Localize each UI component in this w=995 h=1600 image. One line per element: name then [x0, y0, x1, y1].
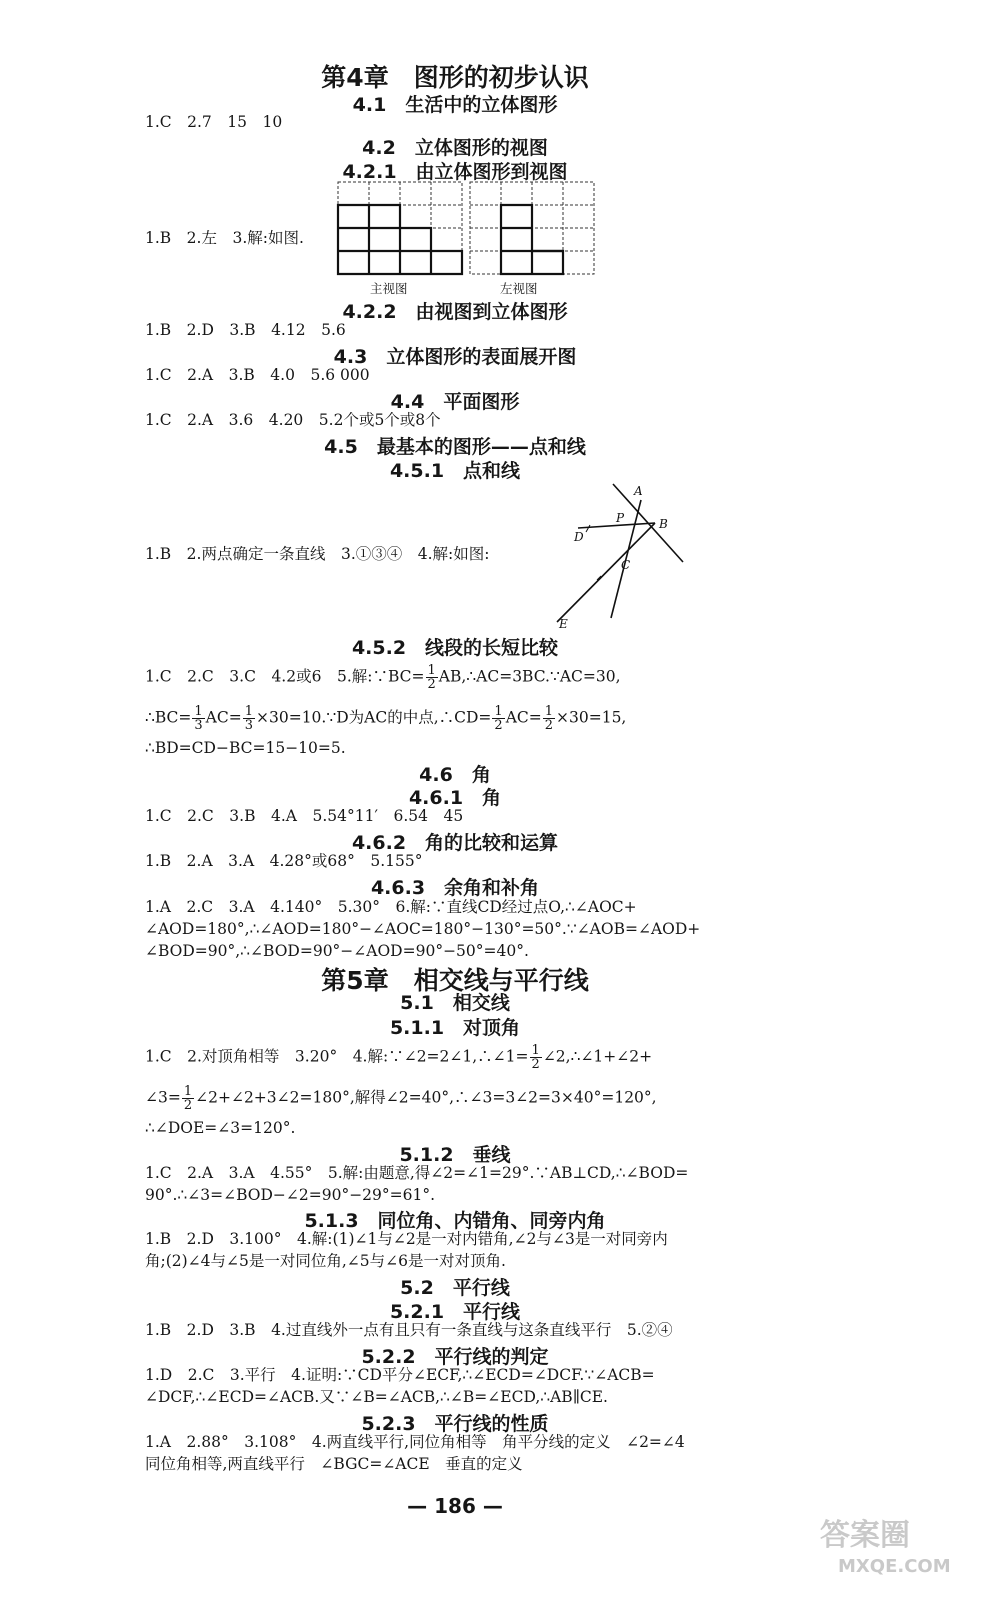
answers-4-2-2: 1.B 2.D 3.B 4.12 5.6 — [145, 321, 346, 339]
section-5-2-title: 5.2 平行线 — [400, 1277, 510, 1299]
point-d-label: D — [574, 530, 584, 544]
answers-4-5-2-line-3: ∴BD=CD−BC=15−10=5. — [145, 739, 346, 757]
fraction-half — [492, 705, 504, 732]
section-4-6-2-title: 4.6.2 角的比较和运算 — [351, 832, 559, 854]
left-view-diagram — [468, 180, 596, 276]
chapter-4-title: 第4章 图形的初步认识 — [321, 63, 589, 92]
text: ×30=15, — [556, 708, 627, 727]
answers-5-2-3-line-1: 1.A 2.88° 3.108° 4.两直线平行,同位角相等 角平分线的定义 ∠2=∠4 — [145, 1433, 685, 1451]
answers-5-1-2-line-1: 1.C 2.A 3.A 4.55° 5.解:由题意,得∠2=∠1=29°.∵AB⊥CD,∴∠BOD= — [145, 1164, 689, 1182]
left-view-label: 左视图 — [500, 281, 538, 296]
front-view-label: 主视图 — [370, 281, 408, 296]
section-4-5-2-title: 4.5.2 线段的长短比较 — [351, 637, 559, 659]
answers-5-1-3-line-2: 角;(2)∠4与∠5是一对同位角,∠5与∠6是一对对顶角. — [145, 1252, 506, 1270]
answers-4-6-3-line-1: 1.A 2.C 3.A 4.140° 5.30° 6.解:∵直线CD经过点O,∴∠AOC+ — [145, 898, 637, 916]
answers-5-2-3-line-2: 同位角相等,两直线平行 ∠BGC=∠ACE 垂直的定义 — [145, 1455, 523, 1473]
denominator: 2 — [544, 718, 554, 733]
section-4-3-title: 4.3 立体图形的表面展开图 — [333, 346, 577, 368]
point-a-label: A — [634, 484, 643, 498]
text: AC= — [205, 708, 242, 727]
points-lines-diagram — [559, 478, 690, 636]
section-4-4-title: 4.4 平面图形 — [390, 391, 520, 413]
point-e-label: E — [559, 617, 568, 631]
segment-be — [557, 523, 655, 622]
answers-4-3: 1.C 2.A 3.B 4.0 5.6 000 — [145, 366, 370, 384]
watermark-site: MXQE.COM — [838, 1556, 951, 1577]
answers-5-2-2-line-2: ∠DCF,∴∠ECD=∠ACB.又∵∠B=∠ACB,∴∠B=∠ECD,∴AB∥CE. — [145, 1388, 608, 1406]
denominator: 2 — [427, 677, 436, 692]
answers-4-6-1: 1.C 2.C 3.B 4.A 5.54°11′ 6.54 45 — [145, 807, 464, 825]
section-5-2-1-title: 5.2.1 平行线 — [389, 1301, 521, 1323]
numerator: 1 — [531, 1043, 540, 1058]
fraction-third — [192, 705, 204, 732]
answers-4-4: 1.C 2.A 3.6 4.20 5.2个或5个或8个 — [145, 411, 441, 429]
denominator: 2 — [531, 1057, 540, 1072]
section-4-5-1-title: 4.5.1 点和线 — [389, 460, 521, 482]
section-5-2-2-title: 5.2.2 平行线的判定 — [361, 1346, 549, 1368]
section-5-2-3-title: 5.2.3 平行线的性质 — [361, 1413, 549, 1435]
section-4-2-1-title: 4.2.1 由立体图形到视图 — [342, 161, 568, 183]
section-4-6-3-title: 4.6.3 余角和补角 — [370, 877, 540, 899]
numerator: 1 — [494, 704, 503, 719]
text: ∠3= — [145, 1088, 181, 1107]
answers-5-1-1-line-1 — [145, 1044, 652, 1071]
section-4-2-title: 4.2 立体图形的视图 — [362, 137, 548, 159]
answers-5-1-2-line-2: 90°.∴∠3=∠BOD−∠2=90°−29°=61°. — [145, 1186, 436, 1204]
section-4-5-title: 4.5 最基本的图形——点和线 — [324, 436, 586, 458]
section-4-6-1-title: 4.6.1 角 — [408, 787, 502, 809]
denominator: 2 — [183, 1098, 193, 1113]
text: ×30=10.∵D为AC的中点,∴CD= — [256, 708, 492, 727]
numerator: 1 — [244, 704, 253, 719]
numerator: 1 — [194, 704, 203, 719]
text: AC= — [505, 708, 542, 727]
text: 1.C 2.C 3.C 4.2或6 5.解:∵BC= — [145, 667, 425, 686]
point-p-label: P — [616, 511, 625, 525]
answers-5-1-1-line-2 — [145, 1085, 657, 1112]
fraction-half — [182, 1085, 194, 1112]
numerator: 1 — [427, 663, 436, 678]
answers-5-1-1-line-3: ∴∠DOE=∠3=120°. — [145, 1119, 296, 1137]
fraction-third — [243, 705, 255, 732]
section-5-1-3-title: 5.1.3 同位角、内错角、同旁内角 — [304, 1210, 606, 1232]
numerator: 1 — [544, 704, 554, 719]
text: ∠2,∴∠1+∠2+ — [542, 1047, 653, 1066]
answers-4-5-2-line-2 — [145, 705, 626, 732]
answers-4-5-1: 1.B 2.两点确定一条直线 3.①③④ 4.解:如图: — [145, 545, 490, 563]
denominator: 3 — [194, 718, 203, 733]
chapter-5-title: 第5章 相交线与平行线 — [321, 966, 589, 995]
section-5-1-2-title: 5.1.2 垂线 — [399, 1144, 511, 1166]
answers-4-5-2-line-1 — [145, 664, 621, 691]
fraction-half — [426, 664, 438, 691]
section-5-1-title: 5.1 相交线 — [400, 992, 510, 1014]
answers-4-6-2: 1.B 2.A 3.A 4.28°或68° 5.155° — [145, 852, 423, 870]
answers-4-1: 1.C 2.7 15 10 — [145, 113, 283, 131]
section-5-1-1-title: 5.1.1 对顶角 — [389, 1017, 521, 1039]
section-4-2-2-title: 4.2.2 由视图到立体图形 — [342, 301, 568, 323]
front-view-diagram — [336, 180, 464, 276]
answers-5-2-1: 1.B 2.D 3.B 4.过直线外一点有且只有一条直线与这条直线平行 5.②④ — [145, 1321, 673, 1339]
denominator: 3 — [244, 718, 253, 733]
section-4-6-title: 4.6 角 — [419, 764, 491, 786]
answers-4-6-3-line-3: ∠BOD=90°,∴∠BOD=90°−∠AOD=90°−50°=40°. — [145, 942, 529, 960]
watermark-logo: 答案圈 — [820, 1518, 910, 1553]
point-c-label: C — [621, 558, 631, 572]
text: 1.C 2.对顶角相等 3.20° 4.解:∵∠2=2∠1,∴∠1= — [145, 1047, 529, 1066]
answers-4-6-3-line-2: ∠AOD=180°,∴∠AOD=180°−∠AOC=180°−130°=50°.∵∠AOB=∠AOD+ — [145, 920, 701, 938]
fraction-half — [530, 1044, 542, 1071]
answers-4-2-1: 1.B 2.左 3.解:如图. — [145, 229, 304, 247]
point-b-label: B — [659, 517, 668, 531]
text: ∴BC= — [145, 708, 192, 727]
answers-5-2-2-line-1: 1.D 2.C 3.平行 4.证明:∵CD平分∠ECF,∴∠ECD=∠DCF.∵∠ACB= — [145, 1366, 655, 1384]
page-number: — 186 — — [407, 1494, 503, 1518]
section-4-1-title: 4.1 生活中的立体图形 — [352, 94, 558, 116]
text: ∠2+∠2+3∠2=180°,解得∠2=40°,∴∠3=3∠2=3×40°=120°, — [195, 1088, 657, 1107]
fraction-half — [543, 705, 555, 732]
denominator: 2 — [494, 718, 503, 733]
text: AB,∴AC=3BC.∵AC=30, — [438, 667, 621, 686]
numerator: 1 — [183, 1084, 193, 1099]
answers-5-1-3-line-1: 1.B 2.D 3.100° 4.解:(1)∠1与∠2是一对内错角,∠2与∠3是一对同旁内 — [145, 1230, 668, 1248]
